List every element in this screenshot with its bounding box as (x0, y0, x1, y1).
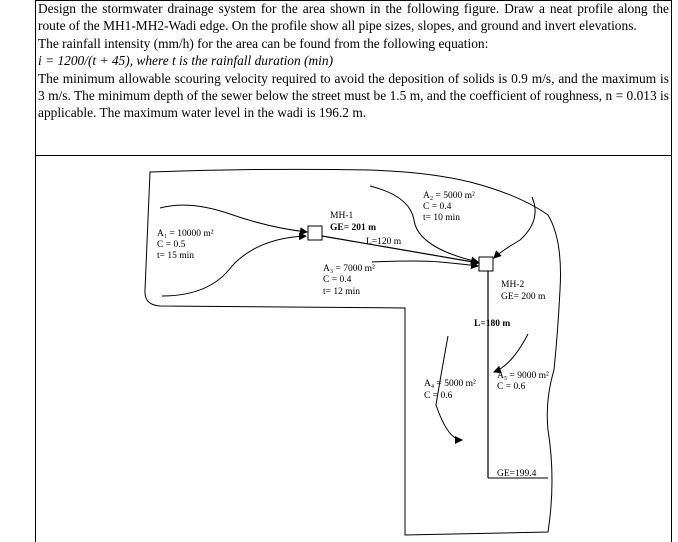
manhole-2 (479, 257, 493, 271)
flow-arrow-area3 (372, 261, 478, 266)
mh2-length-label: L=180 m (474, 319, 511, 329)
area3-area-label: A₃ = 7000 m² (323, 264, 375, 274)
area2-t-label: t= 10 min (423, 213, 461, 223)
area3-c-label: C = 0.4 (323, 275, 352, 285)
area4-area-label: A₄ = 5000 m² (424, 379, 476, 389)
area5-area-label: A₅ = 9000 m² (497, 371, 549, 381)
area1-c-label: C = 0.5 (157, 240, 186, 250)
mh2-ge-label: GE= 200 m (501, 292, 546, 302)
mh1-ge-label: GE= 201 m (330, 223, 377, 233)
area3-t-label: t= 12 min (323, 287, 361, 297)
flow-arrow-area5 (494, 334, 528, 372)
wadi-ge-label: GE=199.4 (497, 469, 537, 479)
area1-t-label: t= 15 min (157, 251, 195, 261)
area4-c-label: C = 0.6 (424, 391, 453, 401)
area2-area-label: A₂ = 5000 m² (423, 191, 475, 201)
flow-arrow-area1 (160, 205, 307, 232)
area1-area-label: A₁ = 10000 m² (157, 229, 214, 239)
problem-paragraph-1: Design the stormwater drainage system for the area shown in the following figure. Draw a neat profile along the route of the MH1-MH2-Wadi edge. On the profile show all pipe sizes, slopes, and ground and invert elevations. (38, 1, 669, 34)
rainfall-equation: i = 1200/(t + 45), where t is the rainfall duration (min) (38, 53, 334, 69)
mh1-name-label: MH-1 (330, 211, 354, 221)
manhole-1 (308, 226, 322, 240)
problem-paragraph-2: The rainfall intensity (mm/h) for the area can be found from the following equation: (38, 35, 489, 51)
problem-paragraph-3: The minimum allowable scouring velocity required to avoid the deposition of solids is 0.9 m/s, and the maximum is 3 m/s. The minimum depth of the sewer below the street must be 1.5 m, and the coefficient of roughness, n = 0.013 is applicable. The maximum water level in the wadi is 196.2 m. (38, 70, 669, 121)
flow-arrow-area2-right (494, 197, 535, 258)
mh1-length-label: L=120 m (366, 237, 402, 247)
mh2-name-label: MH-2 (501, 280, 525, 290)
area5-c-label: C = 0.6 (497, 382, 526, 392)
area2-c-label: C = 0.4 (423, 202, 452, 212)
